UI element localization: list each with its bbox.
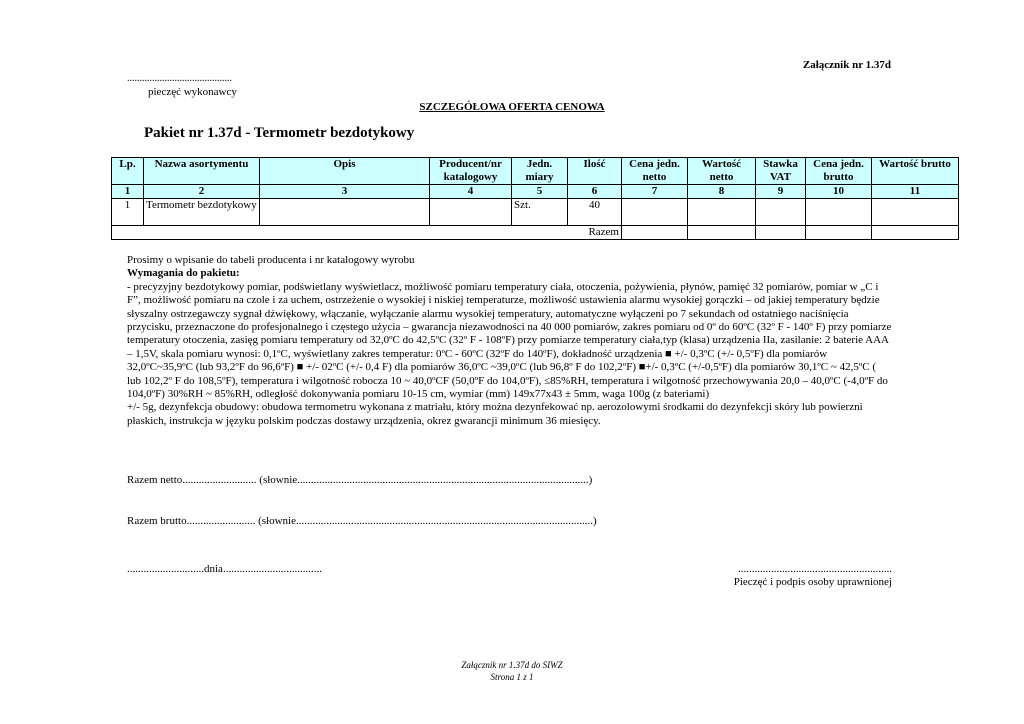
column-number: 4 (430, 185, 512, 199)
header-cell: Producent/nr katalogowy (430, 158, 512, 185)
item-quantity: 40 (568, 199, 622, 226)
item-lp: 1 (112, 199, 144, 226)
attachment-label: Załącznik nr 1.37d (802, 59, 891, 71)
item-description-cell[interactable] (260, 199, 430, 226)
disinfection-text: +/- 5g, dezynfekcja obudowy: obudowa termometru wykonana z matriału, który można dezynfekować np. aerozolowymi środkami do dezynfekcji skóry lub powierzni płaskich, instrukcja w języku polskim podczas dostawy urządzenia, okrez gwarancji minimum 36 miesięcy. (127, 401, 863, 427)
signature-label: Pieczęć i podpis osoby uprawnionej (733, 576, 892, 588)
request-note: Prosimy o wpisanie do tabeli producenta i nr katalogowy wyrobu (127, 254, 415, 266)
sum-gross-value-cell[interactable] (872, 226, 959, 240)
sum-label: Razem (112, 226, 622, 240)
header-cell: Opis (260, 158, 430, 185)
header-cell: Cena jedn. brutto (806, 158, 872, 185)
requirements-text: - precyzyjny bezdotykowy pomiar, podświetlany wyświetlacz, możliwość pomiaru temperatury ciała, otoczenia, pożywienia, płynów, pamięć 32 pomiarów, pomiar w „C i F”, możliwość pomiaru na czole i za uchem, ostrzeżenie o wysokiej i niskiej temperaturze, możliwość ustawienia alarmu wysokiej gorączki – od jakiej temperatury będzie słyszalny ostrzegawczy sygnał dźwiękowy, włączanie, wyłączanie alarmu wysokiej temperatury, automatyczne wyłączeni po 7 sekundach od ostatniego naciśnięcia przycisku, przeznaczone do profesjonalnego i częstego użycia – gwarancja niezawodności na 40 000 pomiarów, zakres pomiaru od 0º do 60ºC (32º F - 140º F) przy pomiarze temperatury otoczenia, zasięg pomiaru temperatury od 32,0ºC do 42,5ºC (32º F - 108ºF) przy pomiarze temperatury ciała,typ (klasa) urządzenia IIa, zasilanie: 2 baterie AAA – 1,5V, skala pomiaru wynosi: 0,1ºC, wyświetlany zakres temperatur: 0ºC - 60ºC (32ºF do 140ºF), dokładność urządzenia ■ +/- 0,3ºC (+/- 0,5ºF) dla pomiarów 32,0ºC~35,9ºC (lub 93,2ºF do 96,6ºF) ■ +/- 02ºC (+/- 0,4 F) dla pomiarów 36,0ºC ~39,0ºC (lub 96,8º F do 102,2ºF) ■+/- 0,3ºC (+/-0,5ºF) dla pomiarów 30,1ºC ~ 42,5ºC ( lub 102,2º F do 108,5ºF), temperatura i wilgotność robocza 10 ~ 40,0ºCF (50,0ºF do 104,0ºF), ≤85%RH, temperatura i wilgotność przechowywania 20,0 – 40,0ºC (-4,0ºF do 104,0ºF) 30%RH ~ 85%RH, odległość dokonywania pomiaru 10-15 cm, wymiar (mm) 149x77x43 ± 5mm, waga 100g (z bateriami) (127, 280, 892, 401)
item-producent-cell[interactable] (430, 199, 512, 226)
table-row (112, 199, 959, 226)
header-cell: Nazwa asortymentu (144, 158, 260, 185)
stamp-placeholder: .......................................... (127, 73, 232, 84)
column-number: 2 (144, 185, 260, 199)
sum-vat-cell (756, 226, 806, 240)
column-number-row (112, 185, 959, 199)
column-number: 11 (872, 185, 959, 199)
header-cell: Wartość netto (688, 158, 756, 185)
price-offer-table (111, 157, 959, 240)
header-cell: Jedn. miary (512, 158, 568, 185)
item-unit-gross-price-cell[interactable] (806, 199, 872, 226)
stamp-label: pieczęć wykonawcy (148, 86, 237, 98)
header-cell: Lp. (112, 158, 144, 185)
column-number: 3 (260, 185, 430, 199)
column-number: 8 (688, 185, 756, 199)
sum-row (112, 226, 959, 240)
column-number: 5 (512, 185, 568, 199)
signature-placeholder: ........................................................ (738, 563, 892, 575)
item-vat-rate-cell[interactable] (756, 199, 806, 226)
column-number: 9 (756, 185, 806, 199)
total-net-line: Razem netto........................... (słownie..........................................................................................................) (127, 474, 593, 486)
column-number: 6 (568, 185, 622, 199)
footer-attachment: Załącznik nr 1.37d do SIWZ (461, 660, 563, 670)
sum-empty-cell (806, 226, 872, 240)
requirements-section (127, 254, 892, 428)
package-title: Pakiet nr 1.37d - Termometr bezdotykowy (144, 125, 415, 141)
header-cell: Ilość (568, 158, 622, 185)
header-cell: Cena jedn. netto (622, 158, 688, 185)
column-number: 10 (806, 185, 872, 199)
column-number: 1 (112, 185, 144, 199)
date-line: ............................dnia.................................... (127, 563, 322, 575)
footer-page-number: Strona 1 z 1 (490, 672, 534, 682)
item-gross-value-cell[interactable] (872, 199, 959, 226)
item-name: Termometr bezdotykowy (144, 199, 260, 226)
item-unit: Szt. (512, 199, 568, 226)
item-unit-net-price-cell[interactable] (622, 199, 688, 226)
total-gross-line: Razem brutto......................... (słownie............................................................................................................) (127, 515, 597, 527)
header-cell: Stawka VAT (756, 158, 806, 185)
column-number: 7 (622, 185, 688, 199)
requirements-heading: Wymagania do pakietu: (127, 267, 240, 280)
item-net-value-cell[interactable] (688, 199, 756, 226)
document-title: SZCZEGÓŁOWA OFERTA CENOWA (419, 101, 605, 113)
sum-empty-cell (622, 226, 688, 240)
sum-net-value-cell[interactable] (688, 226, 756, 240)
header-cell: Wartość brutto (872, 158, 959, 185)
table-header-row (112, 158, 959, 185)
